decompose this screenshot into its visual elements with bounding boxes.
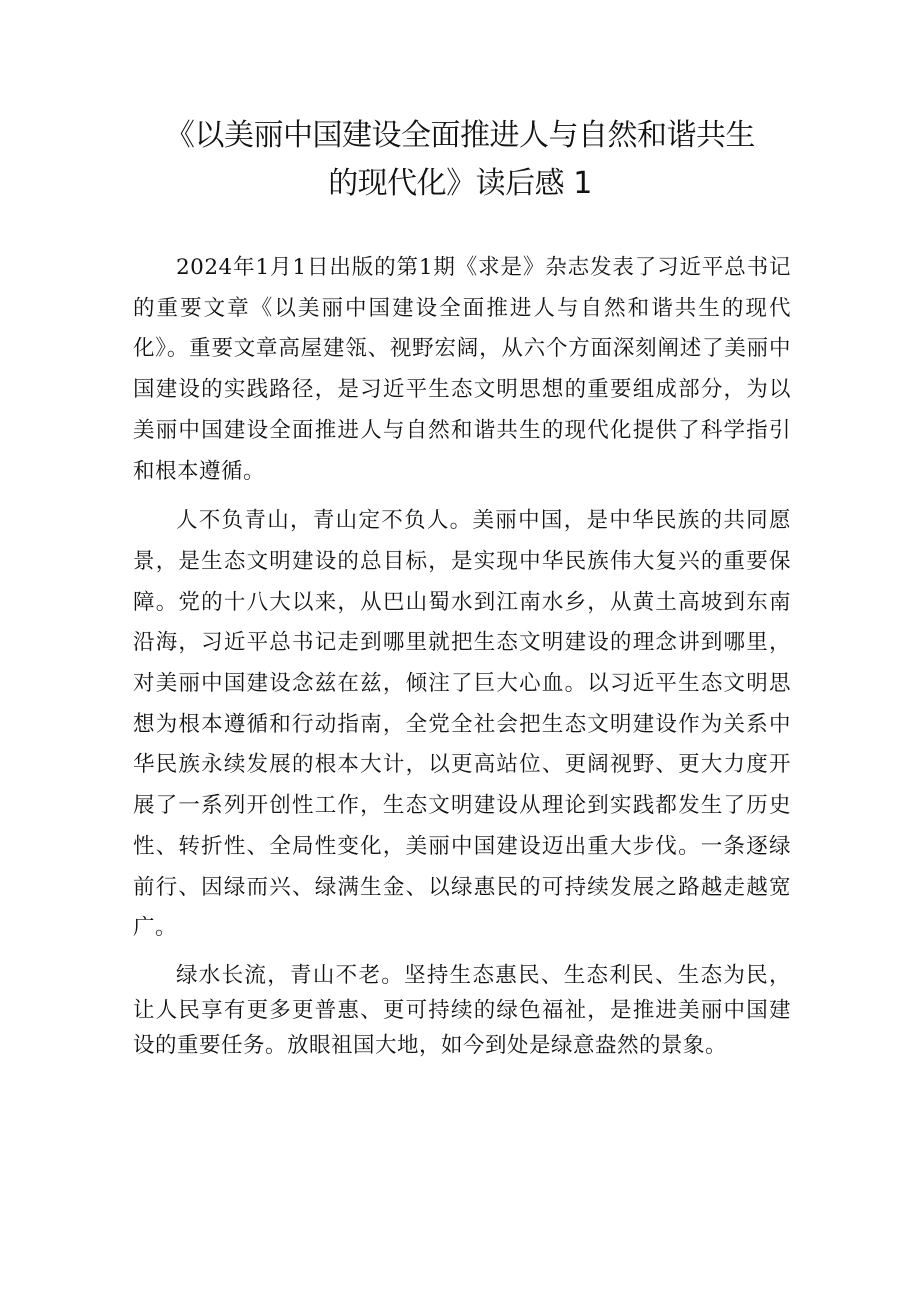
title-line-1: 《以美丽中国建设全面推进人与自然和谐共生: [165, 118, 755, 153]
document-title: [100, 112, 820, 208]
document-body: [133, 248, 791, 1072]
title-line-2: 的现代化》读后感 1: [328, 166, 592, 201]
paragraph-1: 2024年1月1日出版的第1期《求是》杂志发表了习近平总书记的重要文章《以美丽中国建设全面推进人与自然和谐共生的现代化》。重要文章高屋建瓴、视野宏阔，从六个方面深刻阐述了美丽中国建设的实践路径，是习近平生态文明思想的重要组成部分，为以美丽中国建设全面推进人与自然和谐共生的现代化提供了科学指引和根本遵循。: [133, 255, 791, 484]
paragraph-2: 人不负青山，青山定不负人。美丽中国，是中华民族的共同愿景，是生态文明建设的总目标，是实现中华民族伟大复兴的重要保障。党的十八大以来，从巴山蜀水到江南水乡，从黄土高坡到东南沿海，习近平总书记走到哪里就把生态文明建设的理念讲到哪里，对美丽中国建设念兹在兹，倾注了巨大心血。以习近平生态文明思想为根本遵循和行动指南，全党全社会把生态文明建设作为关系中华民族永续发展的根本大计，以更高站位、更阔视野、更大力度开展了一系列开创性工作，生态文明建设从理论到实践都发生了历史性、转折性、全局性变化，美丽中国建设迈出重大步伐。一条逐绿前行、因绿而兴、绿满生金、以绿惠民的可持续发展之路越走越宽广。: [133, 508, 791, 941]
paragraph-3: 绿水长流，青山不老。坚持生态惠民、生态利民、生态为民，让人民享有更多更普惠、更可持续的绿色福祉，是推进美丽中国建设的重要任务。放眼祖国大地，如今到处是绿意盎然的景象。: [133, 962, 791, 1058]
